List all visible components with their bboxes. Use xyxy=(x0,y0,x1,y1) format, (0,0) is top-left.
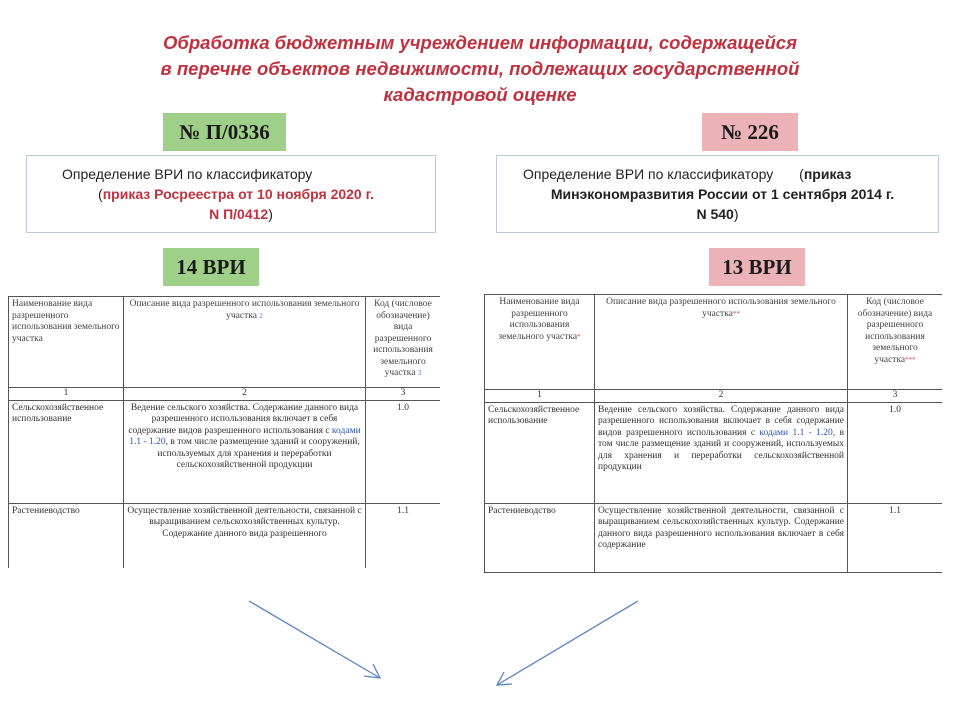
title-line-3: кадастровой оценке xyxy=(383,84,577,105)
title-line-1: Обработка бюджетным учреждением информации, содержащейся xyxy=(163,32,797,53)
header-cell-name: Наименование вида разрешенного использования земельного участка* xyxy=(485,295,595,390)
arrow-right-down-icon xyxy=(497,601,638,685)
left-def-line-2: (приказ Росреестра от 10 ноября 2020 г. xyxy=(98,186,374,202)
title-line-2: в перечне объектов недвижимости, подлежащих государственной xyxy=(160,58,800,79)
left-def-order-number: N П/0412 xyxy=(209,206,269,222)
left-def-order-text: приказ Росреестра от 10 ноября 2020 г. xyxy=(102,186,374,202)
left-def-line-3: N П/0412) xyxy=(209,206,273,222)
right-order-label: № 226 xyxy=(721,119,779,144)
right-def-line-3: N 540) xyxy=(696,206,739,222)
header-cell-name: Наименование вида разрешенного использования земельного участка xyxy=(9,297,124,388)
table-number-row: 1 2 3 xyxy=(485,390,943,403)
table-number-row: 1 2 3 xyxy=(9,388,441,401)
table-row: Сельскохозяйственное использование Ведение сельского хозяйства. Содержание данного вида разрешенного использования включает в себя содержание видов разрешенного использования с кодами 1.1 - 1.20, в том числе размещение зданий и сооружений, используемых для хранения и переработки сельскохозяйственной продукции 1.0 xyxy=(9,400,441,503)
right-def-line-1: Определение ВРИ по классификатору (приказ xyxy=(523,166,852,182)
header-cell-code: Код (числовое обозначение) вида разрешенного использования земельного участка 3 xyxy=(366,297,441,388)
table-row: Сельскохозяйственное использование Ведение сельского хозяйства. Содержание данного вида разрешенного использования включает в себя содержание видов разрешенного использования с кодами 1.1 - 1.20, в том числе размещение зданий и сооружений, используемых для хранения и переработки сельскохозяйственной продукции 1.0 xyxy=(485,402,943,503)
header-cell-code: Код (числовое обозначение) вида разрешенного использования земельного участка*** xyxy=(848,295,943,390)
right-def-line-2: Минэкономразвития России от 1 сентября 2014 г. xyxy=(550,186,895,202)
left-order-label: № П/0336 xyxy=(179,119,270,144)
codes-link[interactable]: кодами 1.1 - 1.20 xyxy=(129,425,361,447)
right-count-label: 13 ВРИ xyxy=(722,254,792,279)
header-cell-desc: Описание вида разрешенного использования земельного участка** xyxy=(595,295,848,390)
left-count-label: 14 ВРИ xyxy=(176,254,246,279)
table-row: Растениеводство Осуществление хозяйственной деятельности, связанной с выращиванием сельскохозяйственных культур. Содержание данного вида разрешенного использования включает в себя содержание 1.1 xyxy=(485,503,943,572)
codes-link[interactable]: кодами 1.1 - 1.20 xyxy=(759,427,833,438)
table-row: Растениеводство Осуществление хозяйственной деятельности, связанной с выращиванием сельскохозяйственных культур. Содержание данного вида разрешенного 1.1 xyxy=(9,503,441,568)
left-def-line-1: Определение ВРИ по классификатору xyxy=(62,166,313,182)
arrow-left-down-icon xyxy=(249,601,380,678)
header-cell-desc: Описание вида разрешенного использования земельного участка 2 xyxy=(124,297,366,388)
